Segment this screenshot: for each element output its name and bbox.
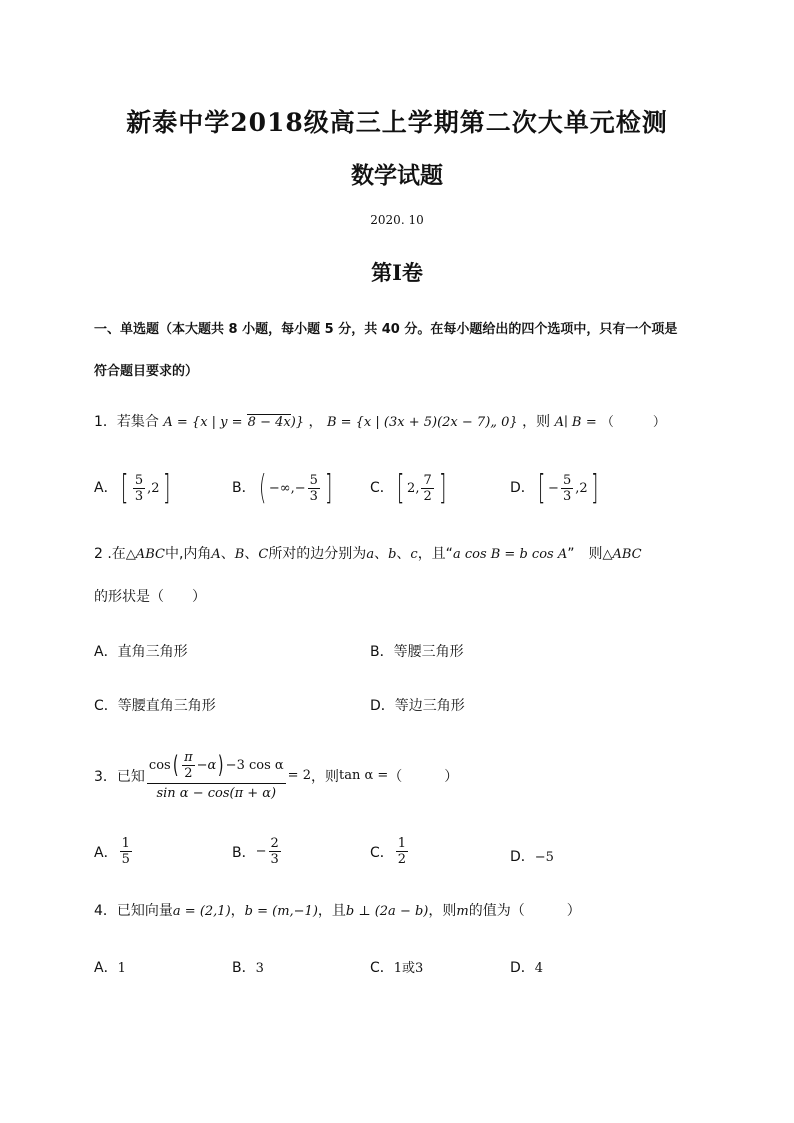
q4-option-a: A．1: [94, 960, 126, 976]
q3-option-a: A． $\frac{1}{5}$: [94, 836, 130, 867]
q1-option-d: D．[ − $\frac{5}{3}$ ,2]: [510, 468, 598, 508]
question-2-line2: 的形状是（ ）: [94, 589, 206, 605]
q1-set-a: A = {x | y = 8 − 4x)}: [163, 415, 305, 430]
section-instruction-line1: 一、单选题（本大题共 8 小题，每小题 5 分，共 40 分。在每小题给出的四个选项中，只有一个项是: [94, 322, 678, 337]
q3-option-c: C． $\frac{1}{2}$: [370, 836, 407, 867]
q1-option-c: C．[ 2, $\frac{7}{2}$ ]: [370, 468, 447, 508]
q1-set-b: B = {x | (3x + 5)(2x − 7)„ 0}: [326, 415, 518, 430]
q1-sqrt: 8 − 4x: [247, 415, 291, 430]
q3-main-fraction: cos ( $\frac{\pi}{2}$ −α ) −3 cos α sin α − cos(π + α): [148, 750, 284, 801]
exam-date: 2020. 10: [370, 213, 424, 227]
q1-then: ，则: [522, 414, 551, 430]
q2-option-a: A．直角三角形: [94, 644, 188, 660]
question-1: [94, 411, 666, 431]
volume-heading: 第Ⅰ卷: [371, 260, 423, 285]
q1-prefix: 1．若集合: [94, 414, 159, 430]
q2-option-b: B．等腰三角形: [370, 644, 464, 660]
q4-option-c: C．1或3: [370, 960, 424, 976]
q2-option-d: D．等边三角形: [370, 698, 465, 714]
q3-option-b: B． − $\frac{2}{3}$: [232, 836, 279, 867]
q1-expr: A∣ B: [554, 415, 582, 430]
q1-comma: ，: [308, 414, 323, 430]
q4-option-d: D．4: [510, 960, 544, 976]
q2-option-c: C．等腰直角三角形: [94, 698, 216, 714]
section-instruction-line2: 符合题目要求的）: [94, 364, 199, 379]
question-2: 2 .在△ABC中,内角A、B、C所对的边分别为a、b、c，且“a cos B = b cos A” 则△ABC: [94, 546, 642, 562]
q1-option-b: B．( −∞,− $\frac{5}{3}$ ]: [232, 468, 333, 508]
q3-option-d: D．−5: [510, 849, 554, 865]
exam-subtitle: 数学试题: [351, 162, 443, 189]
question-3: 3．已知 cos ( $\frac{\pi}{2}$ −α ) −3 cos α sin α − cos(π + α) = 2 ，则 tan α = （ ）: [94, 750, 459, 801]
question-4: 4．已知向量a = (2,1)，b = (m,−1)，且b ⊥ (2a − b)，则m的值为（ ）: [94, 903, 581, 919]
q1-option-a: A．[ $\frac{5}{3}$ ,2]: [94, 468, 170, 508]
q1-blank: = （ ）: [585, 415, 666, 430]
exam-title: 新泰中学2018级高三上学期第二次大单元检测: [126, 108, 668, 137]
q4-option-b: B．3: [232, 960, 264, 976]
